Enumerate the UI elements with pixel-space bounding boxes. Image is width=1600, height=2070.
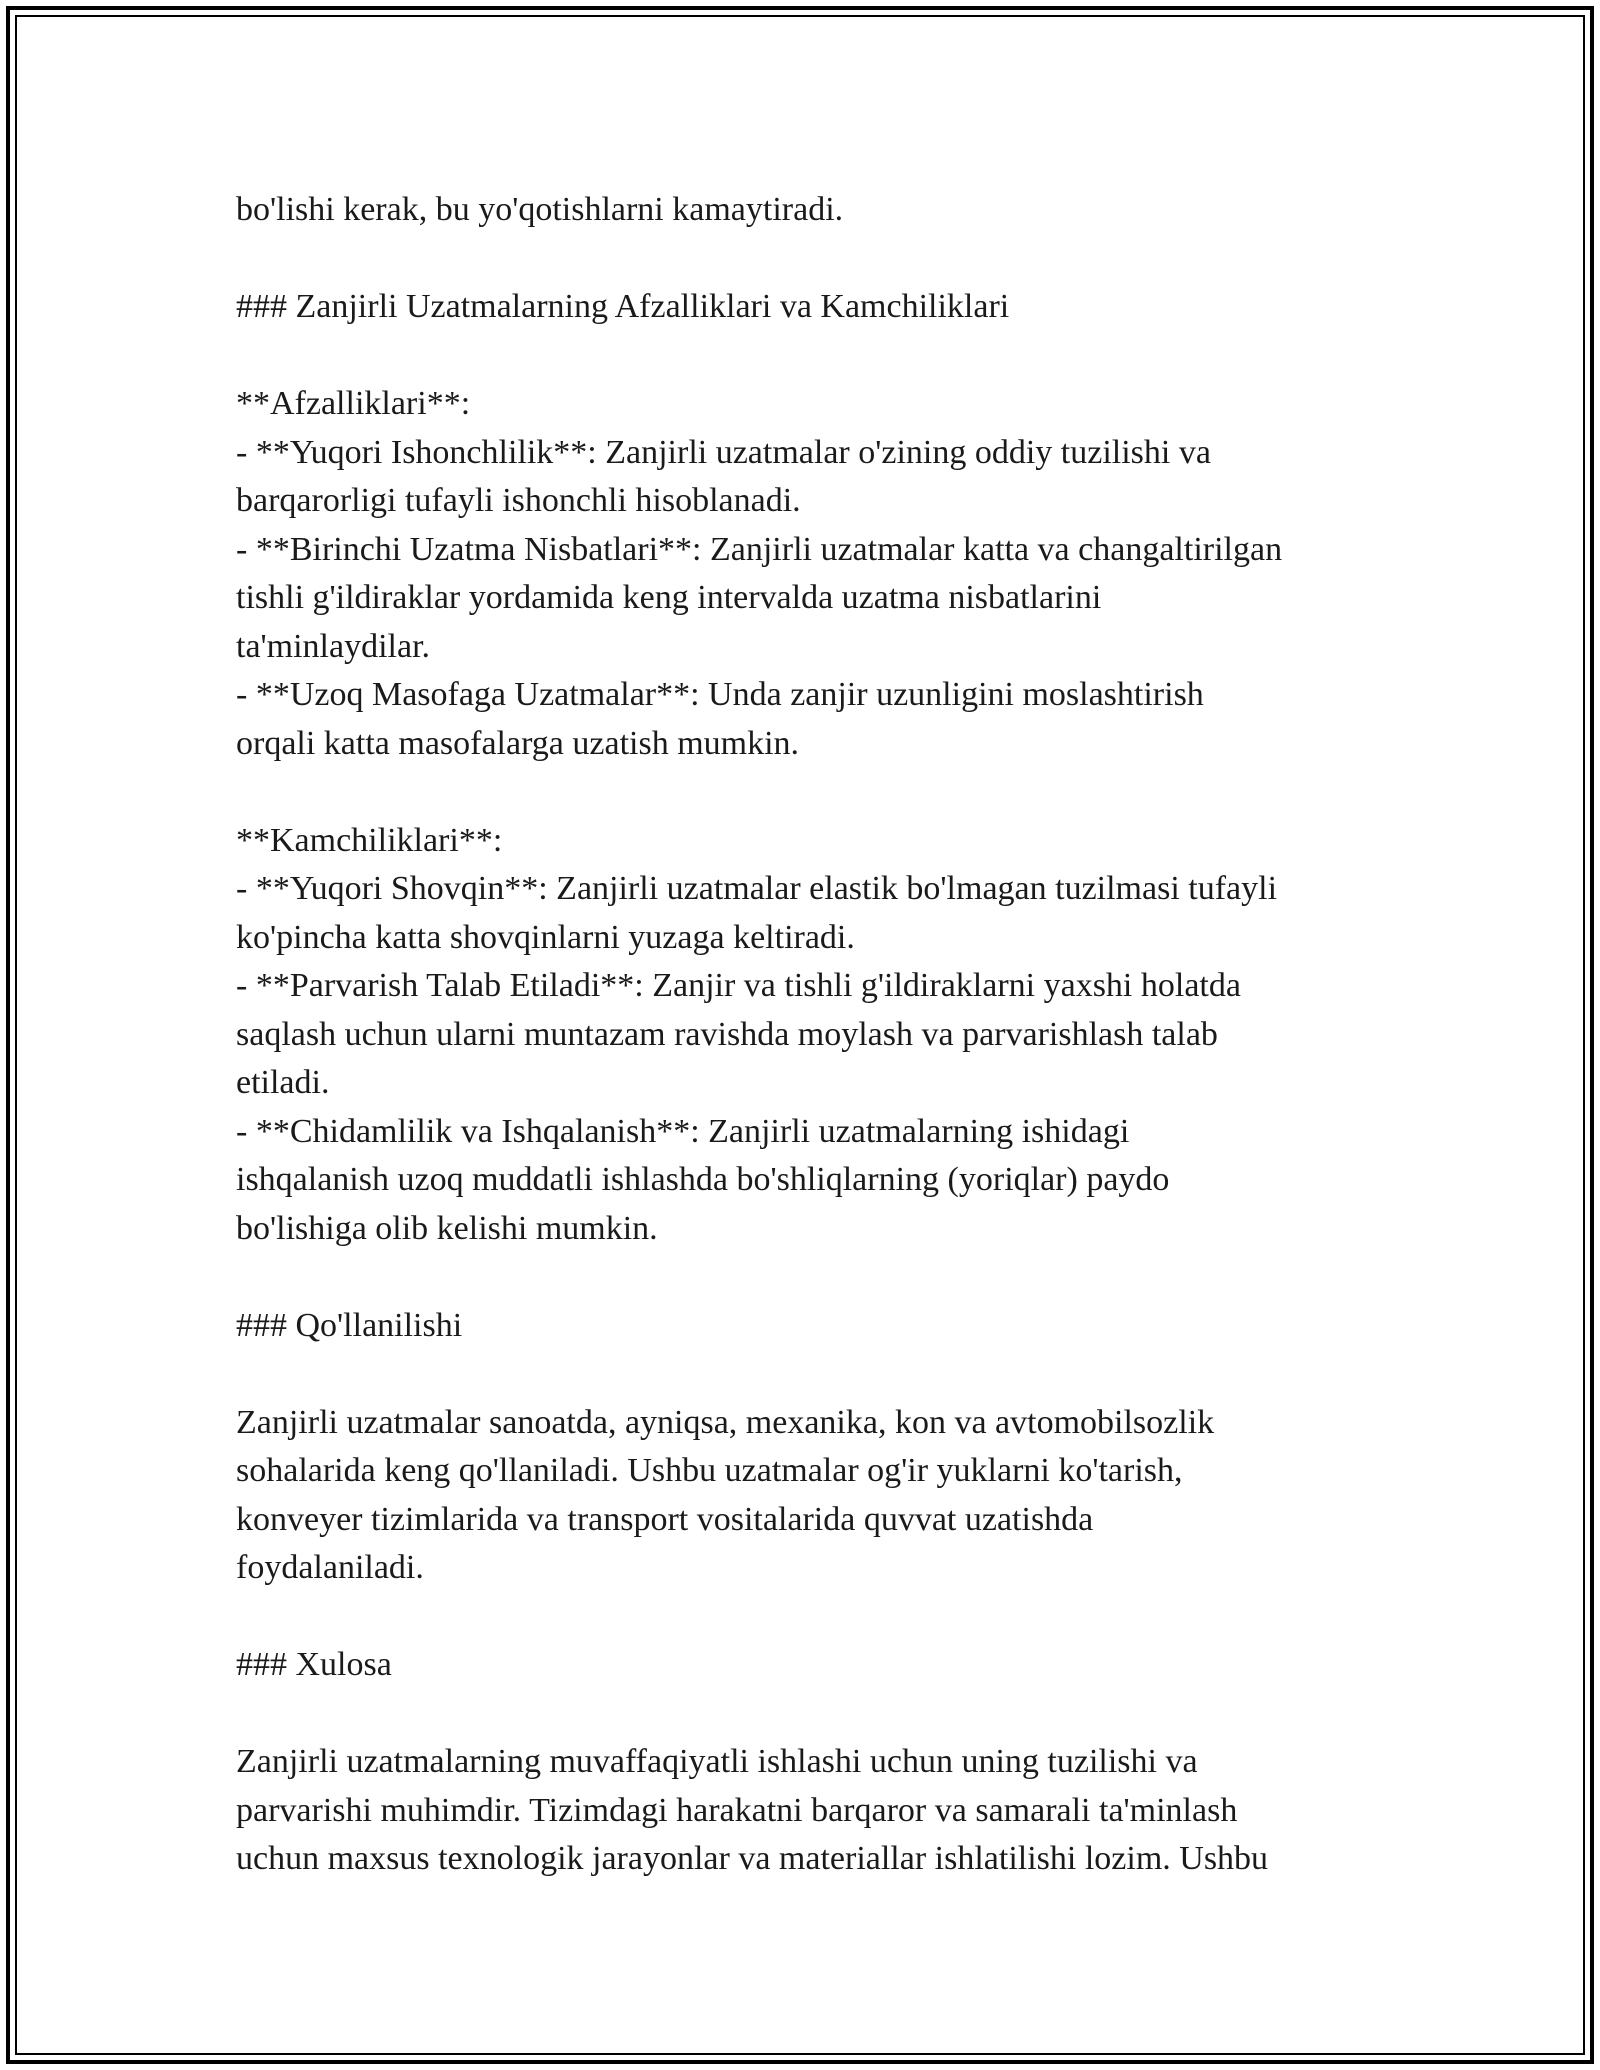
list-item: - **Yuqori Shovqin**: Zanjirli uzatmalar elastik bo'lmagan tuzilmasi tufayli (236, 870, 1278, 907)
list-item: - **Birinchi Uzatma Nisbatlari**: Zanjirli uzatmalar katta va changaltirilgan (236, 530, 1283, 568)
text-line: Zanjirli uzatmalarning muvaffaqiyatli ishlashi uchun uning tuzilishi va (236, 1743, 1198, 1780)
list-item: - **Chidamlilik va Ishqalanish**: Zanjirli uzatmalarning ishidagi (236, 1112, 1130, 1150)
text-line: bo'lishi kerak, bu yo'qotishlarni kamaytiradi. (236, 191, 844, 228)
subheading: **Kamchiliklari**: (236, 821, 503, 859)
text-line: parvarishi muhimdir. Tizimdagi harakatni barqaror va samarali ta'minlash (236, 1791, 1238, 1829)
text-line: etiladi. (236, 1064, 330, 1101)
text-line: ta'minlaydilar. (236, 627, 431, 665)
blank-line (236, 1350, 1396, 1399)
blank-line (236, 235, 1396, 284)
blank-line (236, 768, 1396, 817)
text-line: bo'lishiga olib kelishi mumkin. (236, 1209, 658, 1247)
blank-line (236, 1690, 1396, 1739)
section-heading: ### Xulosa (236, 1646, 392, 1683)
text-line: orqali katta masofalarga uzatish mumkin. (236, 724, 800, 762)
text-line: foydalaniladi. (236, 1549, 424, 1586)
text-line: sohalarida keng qo'llaniladi. Ushbu uzatmalar og'ir yuklarni ko'tarish, (236, 1452, 1183, 1489)
text-line: Zanjirli uzatmalar sanoatda, ayniqsa, mexanika, kon va avtomobilsozlik (236, 1403, 1215, 1441)
blank-line (236, 1253, 1396, 1302)
section-heading: ### Qo'llanilishi (236, 1306, 463, 1344)
list-item: - **Uzoq Masofaga Uzatmalar**: Unda zanjir uzunligini moslashtirish (236, 676, 1204, 713)
subheading: **Afzalliklari**: (236, 385, 471, 422)
list-item: - **Yuqori Ishonchlilik**: Zanjirli uzatmalar o'zining oddiy tuzilishi va (236, 433, 1211, 471)
list-item: - **Parvarish Talab Etiladi**: Zanjir va tishli g'ildiraklarni yaxshi holatda (236, 967, 1241, 1004)
blank-line (236, 332, 1396, 381)
text-line: uchun maxsus texnologik jarayonlar va materiallar ishlatilishi lozim. Ushbu (236, 1840, 1269, 1877)
text-line: konveyer tizimlarida va transport vositalarida quvvat uzatishda (236, 1500, 1094, 1538)
blank-line (236, 1593, 1396, 1642)
text-line: tishli g'ildiraklar yordamida keng intervalda uzatma nisbatlarini (236, 579, 1102, 616)
text-line: barqarorligi tufayli ishonchli hisoblanadi. (236, 482, 801, 519)
text-line: saqlash uchun ularni muntazam ravishda moylash va parvarishlash talab (236, 1015, 1218, 1053)
text-line: ko'pincha katta shovqinlarni yuzaga keltiradi. (236, 918, 855, 956)
section-heading: ### Zanjirli Uzatmalarning Afzalliklari va Kamchiliklari (236, 288, 1010, 325)
text-line: ishqalanish uzoq muddatli ishlashda bo'shliqlarning (yoriqlar) paydo (236, 1161, 1170, 1198)
document-body (236, 186, 1396, 1884)
